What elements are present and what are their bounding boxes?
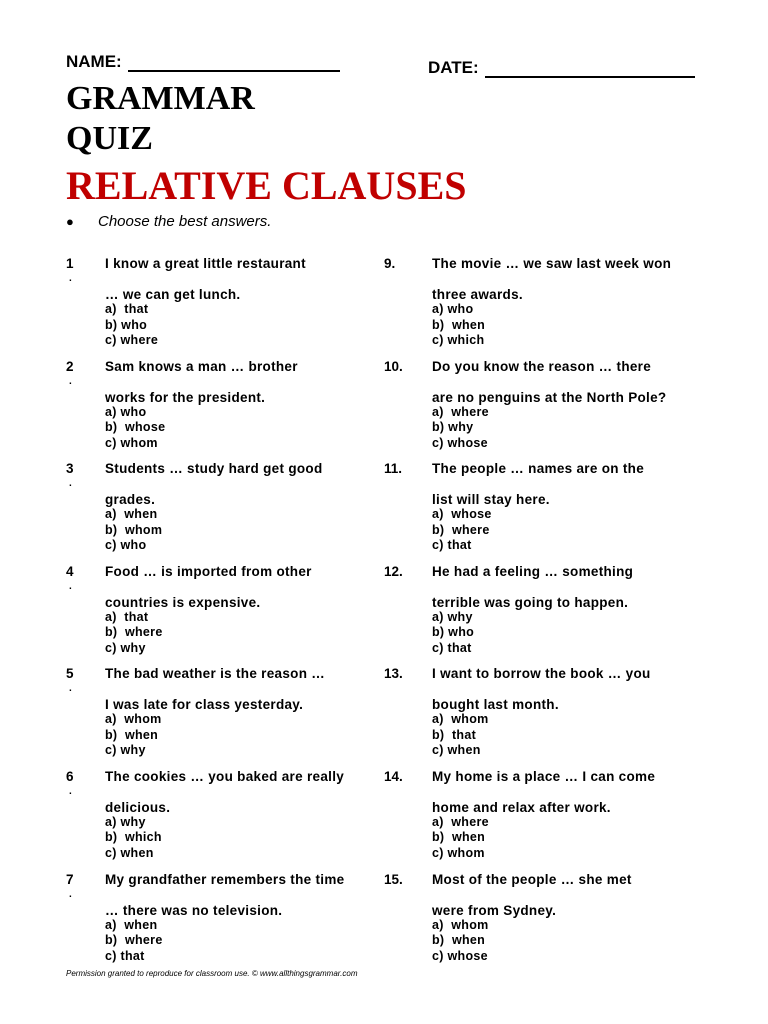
question-text-line2: I was late for class yesterday.	[105, 697, 304, 713]
question-item	[380, 666, 720, 769]
question-number	[384, 256, 395, 271]
question-item	[380, 769, 720, 872]
number-dot: .	[69, 580, 72, 592]
number-dot: .	[69, 478, 72, 490]
name-blank-line	[128, 52, 340, 72]
number-dot: .	[69, 375, 72, 387]
answer-options	[432, 302, 722, 349]
answer-option[interactable]: b) which	[105, 830, 162, 845]
question-stem	[432, 256, 722, 349]
number-dot: .	[69, 785, 72, 797]
answer-option[interactable]: b) when	[105, 727, 159, 742]
question-item	[66, 769, 376, 872]
date-blank-line	[485, 58, 695, 78]
question-number-text: 7	[66, 871, 74, 887]
questions-left-column	[66, 256, 376, 974]
answer-options	[432, 815, 722, 862]
answer-option[interactable]: c) whom	[105, 435, 158, 450]
question-text-line2: works for the president.	[105, 389, 266, 405]
question-item	[66, 359, 376, 462]
question-number-text: 2	[66, 358, 74, 374]
footer-permission: Permission granted to reproduce for classroom use. © www.allthingsgrammar.com	[66, 969, 358, 978]
question-text-line1: I know a great little restaurant	[105, 256, 306, 271]
answer-option[interactable]: a) whom	[105, 712, 162, 727]
question-item	[66, 564, 376, 667]
question-number	[66, 769, 74, 797]
answer-option[interactable]: b) whom	[105, 522, 163, 537]
question-stem	[105, 769, 375, 862]
question-stem	[432, 872, 722, 965]
question-number	[384, 666, 403, 681]
question-stem	[432, 359, 722, 452]
question-text-line2: terrible was going to happen.	[432, 594, 629, 610]
question-stem	[432, 769, 722, 862]
question-number-text: 6	[66, 768, 74, 784]
question-number-text: 11.	[384, 461, 403, 477]
answer-options	[432, 712, 722, 759]
answer-option[interactable]: c) that	[432, 640, 472, 655]
question-item	[66, 872, 376, 975]
answer-option[interactable]: c) when	[105, 845, 154, 860]
question-text-line1: Most of the people … she met	[432, 871, 632, 887]
answer-option[interactable]: b) who	[105, 317, 148, 332]
question-text-line2: are no penguins at the North Pole?	[432, 389, 667, 405]
question-stem	[432, 461, 722, 554]
answer-option[interactable]: c) why	[105, 640, 146, 655]
title-quiz: QUIZ	[66, 120, 153, 157]
answer-options	[105, 302, 375, 349]
question-number-text: 9.	[384, 256, 396, 271]
answer-options	[105, 507, 375, 554]
question-item	[380, 256, 720, 359]
question-text-line2: … there was no television.	[105, 902, 283, 918]
answer-option[interactable]: b) who	[432, 625, 475, 640]
answer-option[interactable]: a) that	[105, 302, 149, 316]
question-item	[380, 359, 720, 462]
number-dot: .	[69, 683, 72, 695]
question-number-text: 13.	[384, 666, 403, 682]
question-stem	[105, 461, 375, 554]
question-text-line2: home and relax after work.	[432, 799, 611, 815]
answer-option[interactable]: b) where	[105, 625, 163, 640]
date-label: DATE:	[428, 58, 479, 77]
answer-options	[105, 712, 375, 759]
question-stem	[105, 564, 375, 657]
answer-option[interactable]: a) when	[105, 917, 158, 932]
answer-option[interactable]: a) why	[105, 814, 146, 829]
question-stem	[432, 666, 722, 759]
question-number	[384, 872, 403, 887]
answer-option[interactable]: a) whom	[432, 712, 489, 727]
question-number	[66, 359, 74, 387]
question-text-line1: The movie … we saw last week won	[432, 256, 672, 271]
answer-option[interactable]: b) when	[432, 933, 486, 948]
answer-option[interactable]: c) that	[432, 538, 472, 553]
question-text-line1: Sam knows a man … brother	[105, 358, 298, 374]
answer-option[interactable]: c) which	[432, 333, 485, 347]
question-number-text: 14.	[384, 768, 403, 784]
answer-option[interactable]: c) whom	[432, 845, 485, 860]
answer-option[interactable]: c) who	[105, 538, 147, 553]
date-field	[428, 58, 695, 78]
answer-option[interactable]: a) whose	[432, 507, 492, 522]
answer-option[interactable]: b) whose	[105, 420, 166, 435]
answer-options	[105, 405, 375, 452]
answer-options	[432, 405, 722, 452]
number-dot: .	[69, 273, 72, 284]
question-text-line2: were from Sydney.	[432, 902, 557, 918]
name-field	[66, 52, 340, 72]
answer-option[interactable]: c) that	[105, 948, 145, 963]
answer-options	[432, 918, 722, 965]
question-item	[66, 461, 376, 564]
question-text-line2: countries is expensive.	[105, 594, 261, 610]
question-text-line2: three awards.	[432, 287, 523, 302]
answer-option[interactable]: b) when	[432, 317, 486, 332]
question-text-line2: bought last month.	[432, 697, 559, 713]
answer-option[interactable]: b) when	[432, 830, 486, 845]
question-number-text: 3	[66, 461, 74, 477]
question-item	[66, 256, 376, 359]
question-text-line1: The bad weather is the reason …	[105, 666, 326, 682]
question-number-text: 12.	[384, 563, 403, 579]
answer-option[interactable]: a) who	[432, 302, 474, 316]
question-text-line2: list will stay here.	[432, 492, 550, 508]
answer-options	[105, 918, 375, 965]
number-dot: .	[69, 888, 72, 900]
answer-option[interactable]: a) whom	[432, 917, 489, 932]
question-item	[66, 666, 376, 769]
answer-option[interactable]: a) when	[105, 507, 158, 522]
question-text-line1: I want to borrow the book … you	[432, 666, 651, 682]
question-number	[384, 359, 403, 374]
answer-option[interactable]: c) whose	[432, 435, 488, 450]
answer-option[interactable]: c) where	[105, 333, 159, 347]
question-text-line1: He had a feeling … something	[432, 563, 634, 579]
question-number-text: 5	[66, 666, 74, 682]
question-text-line2: delicious.	[105, 799, 171, 815]
question-number-text: 10.	[384, 358, 403, 374]
answer-option[interactable]: c) whose	[432, 948, 488, 963]
question-number	[384, 769, 403, 784]
answer-option[interactable]: b) where	[105, 933, 163, 948]
question-number	[66, 666, 74, 694]
question-number	[384, 564, 403, 579]
answer-option[interactable]: b) why	[432, 420, 474, 435]
question-number	[384, 461, 402, 476]
question-item	[380, 461, 720, 564]
answer-options	[432, 507, 722, 554]
question-stem	[105, 666, 375, 759]
answer-options	[432, 610, 722, 657]
answer-option[interactable]: a) who	[105, 404, 147, 419]
question-number-text: 4	[66, 563, 74, 579]
answer-options	[105, 610, 375, 657]
question-number	[66, 872, 74, 900]
question-number	[66, 564, 74, 592]
question-stem	[432, 564, 722, 657]
question-item	[380, 872, 720, 975]
questions-right-column	[380, 256, 720, 974]
question-text-line1: Food … is imported from other	[105, 563, 312, 579]
question-number	[66, 256, 74, 284]
question-text-line1: Students … study hard get good	[105, 461, 323, 477]
bullet-icon: ●	[66, 214, 74, 229]
question-number-text: 1	[66, 256, 74, 271]
question-stem	[105, 872, 375, 965]
question-text-line2: … we can get lunch.	[105, 287, 241, 302]
question-stem	[105, 256, 375, 349]
question-number	[66, 461, 74, 489]
title-relative-clauses: RELATIVE CLAUSES	[66, 163, 467, 208]
question-stem	[105, 359, 375, 452]
question-text-line2: grades.	[105, 492, 156, 508]
title-grammar: GRAMMAR	[66, 80, 255, 117]
question-text-line1: Do you know the reason … there	[432, 358, 652, 374]
instruction	[66, 213, 271, 230]
answer-options	[105, 815, 375, 862]
answer-option[interactable]: c) why	[105, 743, 146, 758]
question-text-line1: My home is a place … I can come	[432, 768, 656, 784]
answer-option[interactable]: a) where	[432, 814, 489, 829]
question-item	[380, 564, 720, 667]
answer-option[interactable]: b) where	[432, 522, 490, 537]
question-text-line1: The cookies … you baked are really	[105, 768, 345, 784]
question-text-line1: The people … names are on the	[432, 461, 644, 477]
answer-option[interactable]: a) why	[432, 609, 473, 624]
question-text-line1: My grandfather remembers the time	[105, 871, 345, 887]
name-label: NAME:	[66, 52, 122, 71]
answer-option[interactable]: b) that	[432, 727, 477, 742]
question-number-text: 15.	[384, 871, 403, 887]
answer-option[interactable]: a) where	[432, 404, 489, 419]
answer-option[interactable]: a) that	[105, 609, 149, 624]
answer-option[interactable]: c) when	[432, 743, 481, 758]
instruction-text: Choose the best answers.	[98, 213, 272, 230]
